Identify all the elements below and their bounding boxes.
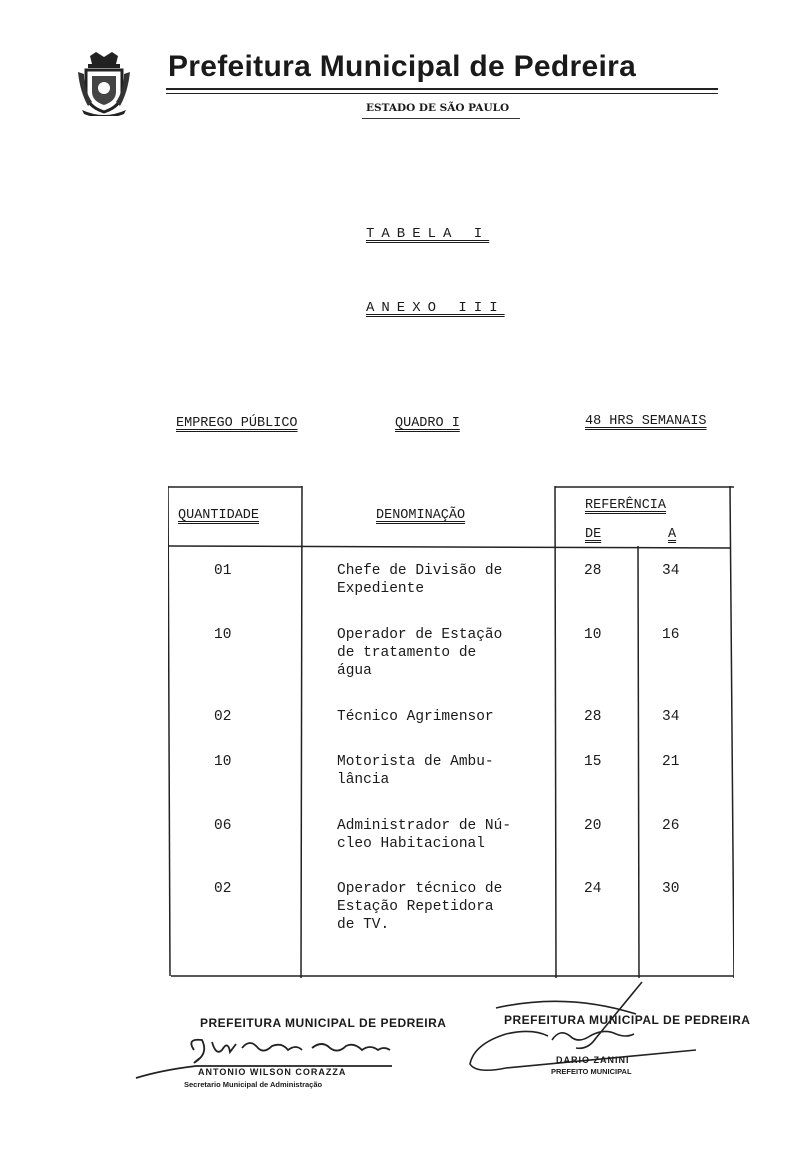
row-6-denominacao: Operador técnico de Estação Repetidora de TV. xyxy=(337,881,503,933)
state-underline xyxy=(362,118,520,119)
row-5-quantidade: 06 xyxy=(214,818,232,834)
row-4-quantidade: 10 xyxy=(214,754,232,770)
row-1-quantidade: 01 xyxy=(214,563,232,579)
row-2-denominacao: Operador de Estação de tratamento de água xyxy=(337,627,503,679)
left-stamp-title: PREFEITURA MUNICIPAL DE PEDREIRA xyxy=(200,1016,447,1030)
row-4-a: 21 xyxy=(662,754,680,770)
row-1-de: 28 xyxy=(584,563,602,579)
row-6-quantidade: 02 xyxy=(214,881,232,897)
quadro-label: QUADRO I xyxy=(395,416,460,431)
letterhead-rule xyxy=(166,88,718,90)
col-header-denominacao: DENOMINAÇÃO xyxy=(376,508,466,523)
col-header-quantidade: QUANTIDADE xyxy=(178,508,260,523)
row-6-a: 30 xyxy=(662,881,680,897)
col-header-a: A xyxy=(668,527,677,542)
right-signatory-role: PREFEITO MUNICIPAL xyxy=(551,1067,632,1076)
row-5-a: 26 xyxy=(662,818,680,834)
right-signatory-name: DARIO ZANINI xyxy=(556,1055,630,1065)
row-2-a: 16 xyxy=(662,627,680,643)
row-6-de: 24 xyxy=(584,881,602,897)
col-header-referencia: REFERÊNCIA xyxy=(585,498,667,513)
row-3-denominacao: Técnico Agrimensor xyxy=(337,709,494,725)
row-3-quantidade: 02 xyxy=(214,709,232,725)
letterhead-rule-thin xyxy=(166,93,718,94)
left-signatory-name: ANTONIO WILSON CORAZZA xyxy=(198,1067,347,1077)
left-signatory-role: Secretario Municipal de Administração xyxy=(184,1080,323,1089)
row-3-de: 28 xyxy=(584,709,602,725)
anexo-heading: ANEXO III xyxy=(366,300,505,316)
row-2-quantidade: 10 xyxy=(214,627,232,643)
row-1-denominacao: Chefe de Divisão de Expediente xyxy=(337,563,503,597)
letterhead-state: ESTADO DE SÃO PAULO xyxy=(366,102,510,114)
row-5-denominacao: Administrador de Nú- cleo Habitacional xyxy=(337,818,512,852)
weekly-hours-label: 48 HRS SEMANAIS xyxy=(585,414,707,429)
row-5-de: 20 xyxy=(584,818,602,834)
row-2-de: 10 xyxy=(584,627,602,643)
right-stamp-title: PREFEITURA MUNICIPAL DE PEDREIRA xyxy=(504,1013,751,1027)
municipal-coat-of-arms-icon xyxy=(76,52,132,116)
col-header-de: DE xyxy=(585,527,602,542)
letterhead-title: Prefeitura Municipal de Pedreira xyxy=(168,50,637,83)
tabela-heading: TABELA I xyxy=(366,226,490,242)
row-3-a: 34 xyxy=(662,709,680,725)
row-4-denominacao: Motorista de Ambu- lância xyxy=(337,754,494,788)
emprego-publico-label: EMPREGO PÚBLICO xyxy=(176,416,298,431)
row-4-de: 15 xyxy=(584,754,602,770)
row-1-a: 34 xyxy=(662,563,680,579)
